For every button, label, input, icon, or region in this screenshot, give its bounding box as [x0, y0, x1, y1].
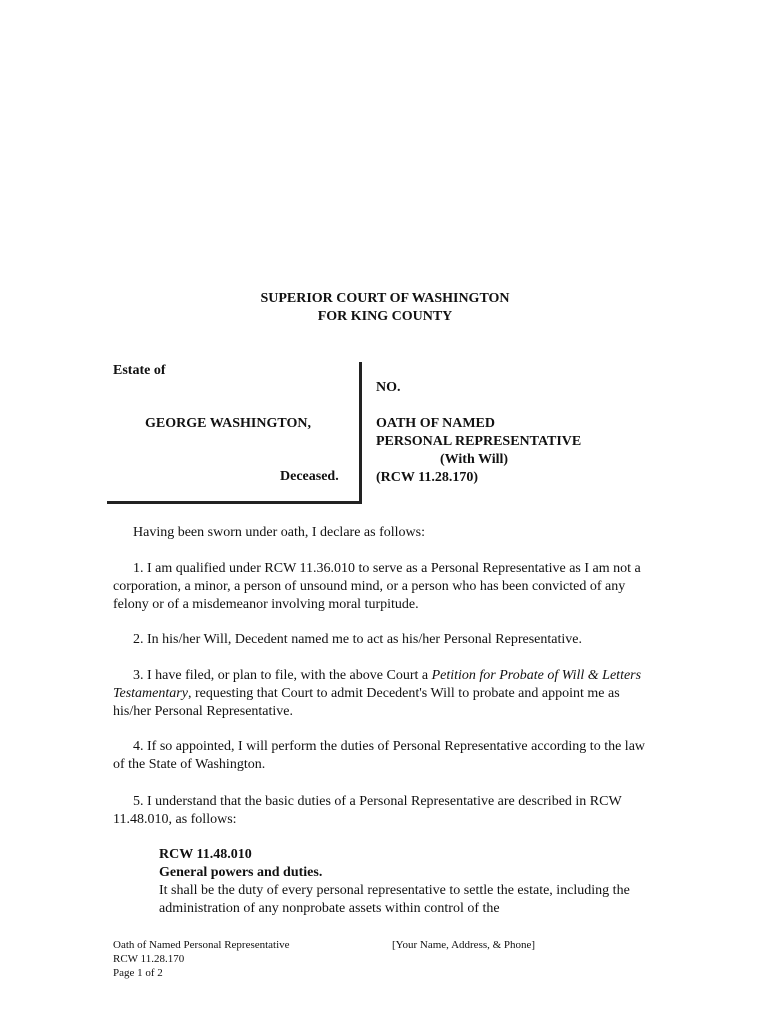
paragraph-4-text: 4. If so appointed, I will perform the duties of Personal Representative according to the law of the State of Washington.: [113, 739, 646, 772]
intro-text: Having been sworn under oath, I declare as follows:: [133, 525, 425, 540]
paragraph-5: [113, 793, 658, 829]
footer-left: [113, 938, 290, 980]
paragraph-2: [113, 631, 658, 649]
document-title-line2: PERSONAL REPRESENTATIVE: [376, 434, 582, 449]
decedent-name: GEORGE WASHINGTON,: [145, 416, 311, 431]
rcw-subheading: General powers and duties.: [159, 865, 323, 880]
deceased-label: Deceased.: [280, 469, 339, 484]
paragraph-3-text: [113, 667, 658, 721]
rcw-heading: RCW 11.48.010: [159, 847, 252, 862]
paragraph-2-text: 2. In his/her Will, Decedent named me to act as his/her Personal Representative.: [133, 632, 582, 647]
caption-horizontal-divider: [107, 501, 362, 504]
estate-of-label: Estate of: [113, 363, 166, 378]
footer-page-number: Page 1 of 2: [113, 967, 163, 979]
paragraph-3: [113, 667, 658, 721]
paragraph-3-end: , requesting that Court to admit Decedent's Will to probate and appoint me as his/her Personal Representative.: [113, 686, 620, 719]
footer-contact-placeholder: [Your Name, Address, & Phone]: [392, 939, 536, 951]
footer-document-name: Oath of Named Personal Representative: [113, 939, 290, 951]
court-name: SUPERIOR COURT OF WASHINGTON: [260, 291, 510, 306]
paragraph-1: [113, 560, 658, 614]
footer-statute: RCW 11.28.170: [113, 953, 185, 965]
document-title-line4: (RCW 11.28.170): [376, 470, 479, 485]
intro-paragraph: [113, 524, 658, 542]
caption-vertical-divider: [359, 362, 362, 504]
paragraph-4: [113, 738, 658, 774]
paragraph-1-text: 1. I am qualified under RCW 11.36.010 to serve as a Personal Representative as I am not a corporation, a minor, a person of unsound mind, or a person who has been convicted of any felony or of a misdemeanor involving moral turpitude.: [113, 561, 641, 612]
document-title-line1: OATH OF NAMED: [376, 416, 495, 431]
rcw-quote-text: It shall be the duty of every personal representative to settle the estate, including the administration of any nonprobate assets within control of the: [159, 883, 630, 916]
petition-title: Petition for Probate of Will & Letters Testamentary: [113, 668, 642, 701]
document-title-line3: (With Will): [440, 452, 509, 467]
paragraph-3-start: 3. I have filed, or plan to file, with the above Court a: [133, 668, 432, 683]
court-county: FOR KING COUNTY: [317, 309, 453, 324]
paragraph-5-text: 5. I understand that the basic duties of a Personal Representative are described in RCW 11.48.010, as follows:: [113, 794, 622, 827]
case-number-label: NO.: [376, 380, 401, 395]
